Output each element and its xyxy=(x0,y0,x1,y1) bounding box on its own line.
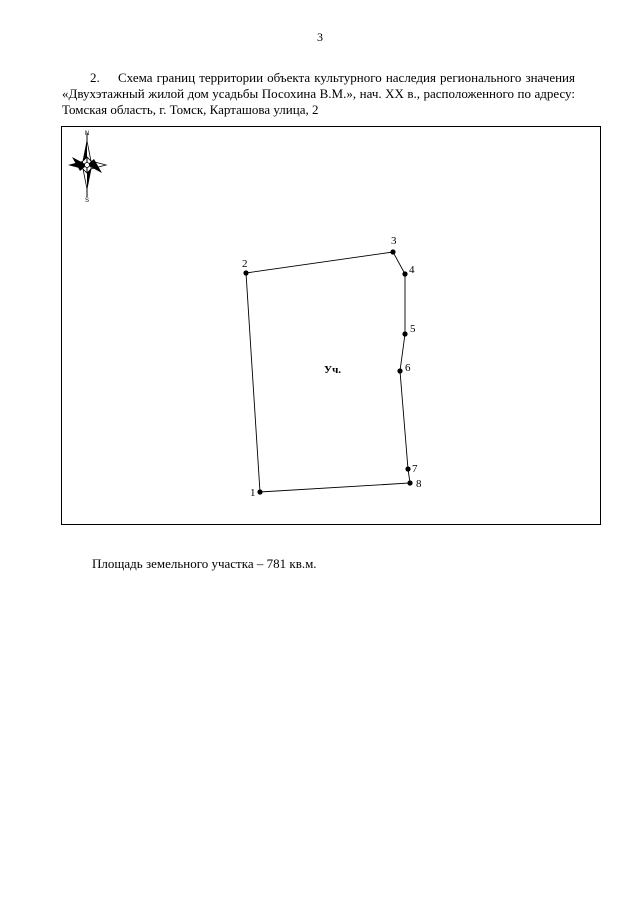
compass-rose-icon xyxy=(68,131,106,204)
boundary-point-3 xyxy=(390,249,395,254)
boundary-map-canvas xyxy=(62,127,602,526)
point-label-7: 7 xyxy=(412,463,418,475)
point-label-1: 1 xyxy=(250,487,256,499)
area-statement: Площадь земельного участка – 781 кв.м. xyxy=(92,556,317,571)
point-label-8: 8 xyxy=(416,478,422,490)
plot-label: Уч. xyxy=(324,364,342,376)
heading-item-number: 2. xyxy=(90,70,100,85)
point-label-4: 4 xyxy=(409,264,415,276)
heading-paragraph xyxy=(62,70,575,118)
boundary-point-6 xyxy=(397,368,402,373)
point-label-6: 6 xyxy=(405,362,411,374)
point-label-3: 3 xyxy=(391,235,397,247)
page-number: 3 xyxy=(317,30,323,44)
boundary-point-2 xyxy=(243,270,248,275)
boundary-point-4 xyxy=(402,271,407,276)
point-label-5: 5 xyxy=(410,323,416,335)
compass-north-label: N xyxy=(84,131,90,137)
point-label-2: 2 xyxy=(242,258,248,270)
boundary-point-1 xyxy=(257,489,262,494)
boundary-map xyxy=(61,126,601,525)
heading-text: Схема границ территории объекта культурного наследия регионального значения «Двухэтажный жилой дом усадьбы Посохина В.М.», нач. XX в., расположенного по адресу: Томская область, г. Томск, Карташова улица, 2 xyxy=(62,70,575,117)
boundary-point-7 xyxy=(405,466,410,471)
compass-south-label: S xyxy=(84,198,90,204)
boundary-point-8 xyxy=(407,480,412,485)
boundary-point-5 xyxy=(402,331,407,336)
